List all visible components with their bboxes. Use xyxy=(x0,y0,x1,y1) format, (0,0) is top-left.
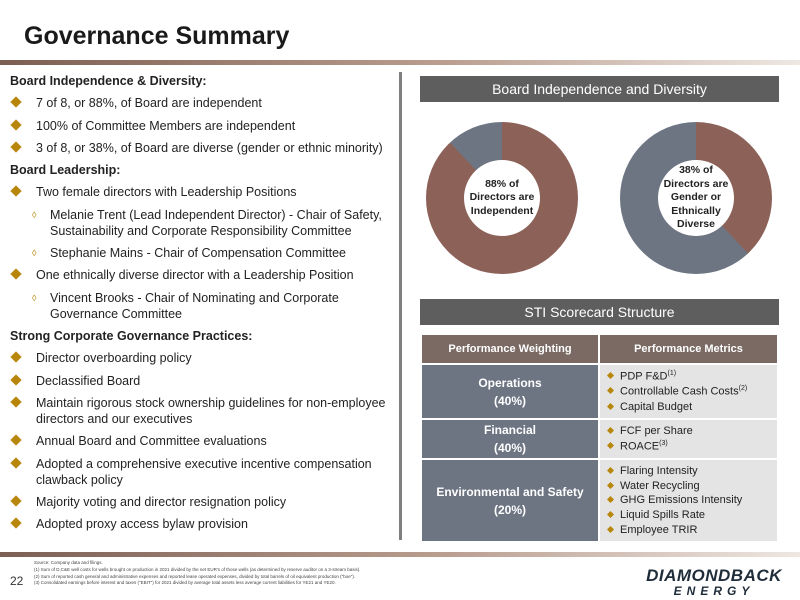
footnote-line: (2) Sum of reported cash general and administrative expenses and reported lease operated expenses, divided by total barrels of oil equivalent production ("boe"). xyxy=(34,573,356,579)
diamond-bullet-icon xyxy=(607,511,614,518)
list-item xyxy=(10,516,390,532)
list-item xyxy=(10,433,390,449)
footnotes xyxy=(34,560,594,587)
diversity-donut-label: 38% of Directors are Gender or Ethnically Diverse xyxy=(663,163,729,231)
diamond-bullet-icon xyxy=(607,372,614,379)
diamond-bullet-icon xyxy=(607,403,614,410)
diamond-bullet-icon xyxy=(607,387,614,394)
metric-item xyxy=(606,439,771,454)
diamond-bullet-icon xyxy=(607,482,614,489)
footnote-line: (1) Sum of D,C&E well costs for wells brought on production in 2021 divided by the net EUR's of those wells (as determined by reserve auditor on a 3-stream basis). xyxy=(34,566,361,572)
list-item xyxy=(10,350,390,366)
list-item xyxy=(10,267,390,283)
table-row xyxy=(421,364,778,419)
diamond-bullet-icon xyxy=(10,374,21,385)
hollow-diamond-icon: ◊ xyxy=(32,209,37,220)
diamond-bullet-icon xyxy=(10,141,21,152)
metric-text: Water Recycling xyxy=(620,479,700,492)
sub-list-item xyxy=(10,245,390,261)
diamond-bullet-icon xyxy=(10,119,21,130)
list-item-text: Adopted a comprehensive executive incentive compensation clawback policy xyxy=(36,456,372,487)
diamond-bullet-icon xyxy=(10,495,21,506)
metric-text: GHG Emissions Intensity xyxy=(620,494,743,507)
metric-item xyxy=(606,464,771,479)
category-name: Financial xyxy=(483,423,536,438)
list-item-text: Two female directors with Leadership Positions xyxy=(36,185,297,200)
sti-col-metrics: Performance Metrics xyxy=(599,334,778,364)
list-item xyxy=(10,140,390,156)
metrics-cell xyxy=(599,419,778,459)
list-item-text: 100% of Committee Members are independent xyxy=(36,118,296,133)
column-divider xyxy=(399,72,402,540)
sti-col-weighting: Performance Weighting xyxy=(421,334,599,364)
footer-divider xyxy=(0,552,800,557)
list-item-text: 7 of 8, or 88%, of Board are independent xyxy=(36,96,262,111)
footnote-line: (3) Consolidated earnings before interest and taxes ("EBIT") for 2021 divided by average total assets less average current liabilities for YE21 and YE20. xyxy=(34,580,336,586)
diamond-bullet-icon xyxy=(607,496,614,503)
metric-item xyxy=(606,523,771,538)
page-number: 22 xyxy=(10,574,24,588)
footnote-line: Source: Company data and filings. xyxy=(34,560,103,565)
sti-table xyxy=(420,333,779,543)
category-name: Operations xyxy=(478,375,542,390)
company-logo xyxy=(633,566,795,598)
logo-subtitle: ENERGY xyxy=(673,584,755,598)
list-item xyxy=(10,456,390,489)
hollow-diamond-icon: ◊ xyxy=(32,292,37,303)
metric-text: Capital Budget xyxy=(620,400,693,413)
independence-donut-label: 88% of Directors are Independent xyxy=(469,177,535,217)
diamond-bullet-icon xyxy=(10,352,21,363)
table-row xyxy=(421,419,778,459)
sub-list-item-text: Vincent Brooks - Chair of Nominating and Corporate Governance Committee xyxy=(50,290,339,321)
metric-text: Liquid Spills Rate xyxy=(620,508,705,521)
metric-text: ROACE xyxy=(620,440,660,453)
list-item-text: Maintain rigorous stock ownership guidelines for non-employee directors and our executives xyxy=(36,395,386,426)
metric-item xyxy=(606,493,771,508)
category-name: Environmental and Safety xyxy=(436,484,584,499)
metric-item xyxy=(606,369,771,384)
metric-text: Flaring Intensity xyxy=(620,465,698,478)
list-item-text: Declassified Board xyxy=(36,373,141,388)
diamond-bullet-icon xyxy=(10,396,21,407)
diamond-bullet-icon xyxy=(607,427,614,434)
diamond-bullet-icon xyxy=(607,442,614,449)
sub-list-item-text: Melanie Trent (Lead Independent Director) - Chair of Safety, Sustainability and Corporate Responsibility Committee xyxy=(50,207,382,238)
list-item xyxy=(10,494,390,510)
list-item-text: 3 of 8, or 38%, of Board are diverse (gender or ethnic minority) xyxy=(36,140,383,155)
diamond-bullet-icon xyxy=(10,518,21,529)
diamond-bullet-icon xyxy=(10,269,21,280)
list-item-text: Annual Board and Committee evaluations xyxy=(36,434,267,449)
metric-text: Controllable Cash Costs xyxy=(620,385,739,398)
list-item-text: Director overboarding policy xyxy=(36,351,192,366)
diamond-bullet-icon xyxy=(10,457,21,468)
metric-text: FCF per Share xyxy=(620,425,693,438)
sub-list-item-text: Stephanie Mains - Chair of Compensation Committee xyxy=(50,246,346,260)
metric-item xyxy=(606,424,771,439)
list-item xyxy=(10,95,390,111)
section-heading: Strong Corporate Governance Practices: xyxy=(10,329,253,343)
footnote-marker: (3) xyxy=(659,439,668,447)
metrics-cell xyxy=(599,364,778,419)
diversity-donut xyxy=(620,122,772,274)
weighting-cell xyxy=(421,419,599,459)
diamond-bullet-icon xyxy=(10,186,21,197)
metric-item xyxy=(606,479,771,494)
metrics-cell xyxy=(599,459,778,542)
category-weight: (40%) xyxy=(493,441,526,456)
weighting-cell xyxy=(421,459,599,542)
list-item xyxy=(10,184,390,200)
title-divider xyxy=(0,60,800,65)
category-weight: (20%) xyxy=(493,502,526,517)
metric-item xyxy=(606,508,771,523)
sti-header: STI Scorecard Structure xyxy=(420,299,779,325)
list-item xyxy=(10,395,390,428)
sub-list-item xyxy=(10,290,390,323)
governance-list xyxy=(10,70,390,539)
metric-item xyxy=(606,400,771,415)
metric-item xyxy=(606,384,771,399)
table-row xyxy=(421,459,778,542)
diamond-bullet-icon xyxy=(10,435,21,446)
list-item xyxy=(10,118,390,134)
section-heading: Board Independence & Diversity: xyxy=(10,74,207,88)
metric-text: Employee TRIR xyxy=(620,523,698,536)
diamond-bullet-icon xyxy=(607,467,614,474)
diamond-bullet-icon xyxy=(607,526,614,533)
list-item-text: One ethnically diverse director with a Leadership Position xyxy=(36,268,354,283)
metric-text: PDP F&D xyxy=(620,370,668,383)
footnote-marker: (2) xyxy=(738,385,748,393)
list-item-text: Adopted proxy access bylaw provision xyxy=(36,517,248,532)
weighting-cell xyxy=(421,364,599,419)
list-item xyxy=(10,373,390,389)
list-item-text: Majority voting and director resignation policy xyxy=(36,495,287,509)
diamond-bullet-icon xyxy=(10,97,21,108)
footnote-marker: (1) xyxy=(667,370,677,377)
independence-donut xyxy=(426,122,578,274)
category-weight: (40%) xyxy=(493,393,526,408)
logo-wordmark: DIAMONDBACK xyxy=(646,566,782,585)
page-title: Governance Summary xyxy=(24,22,290,50)
hollow-diamond-icon: ◊ xyxy=(32,248,37,258)
section-heading: Board Leadership: xyxy=(10,163,121,177)
diversity-header: Board Independence and Diversity xyxy=(420,76,779,102)
sub-list-item xyxy=(10,207,390,240)
